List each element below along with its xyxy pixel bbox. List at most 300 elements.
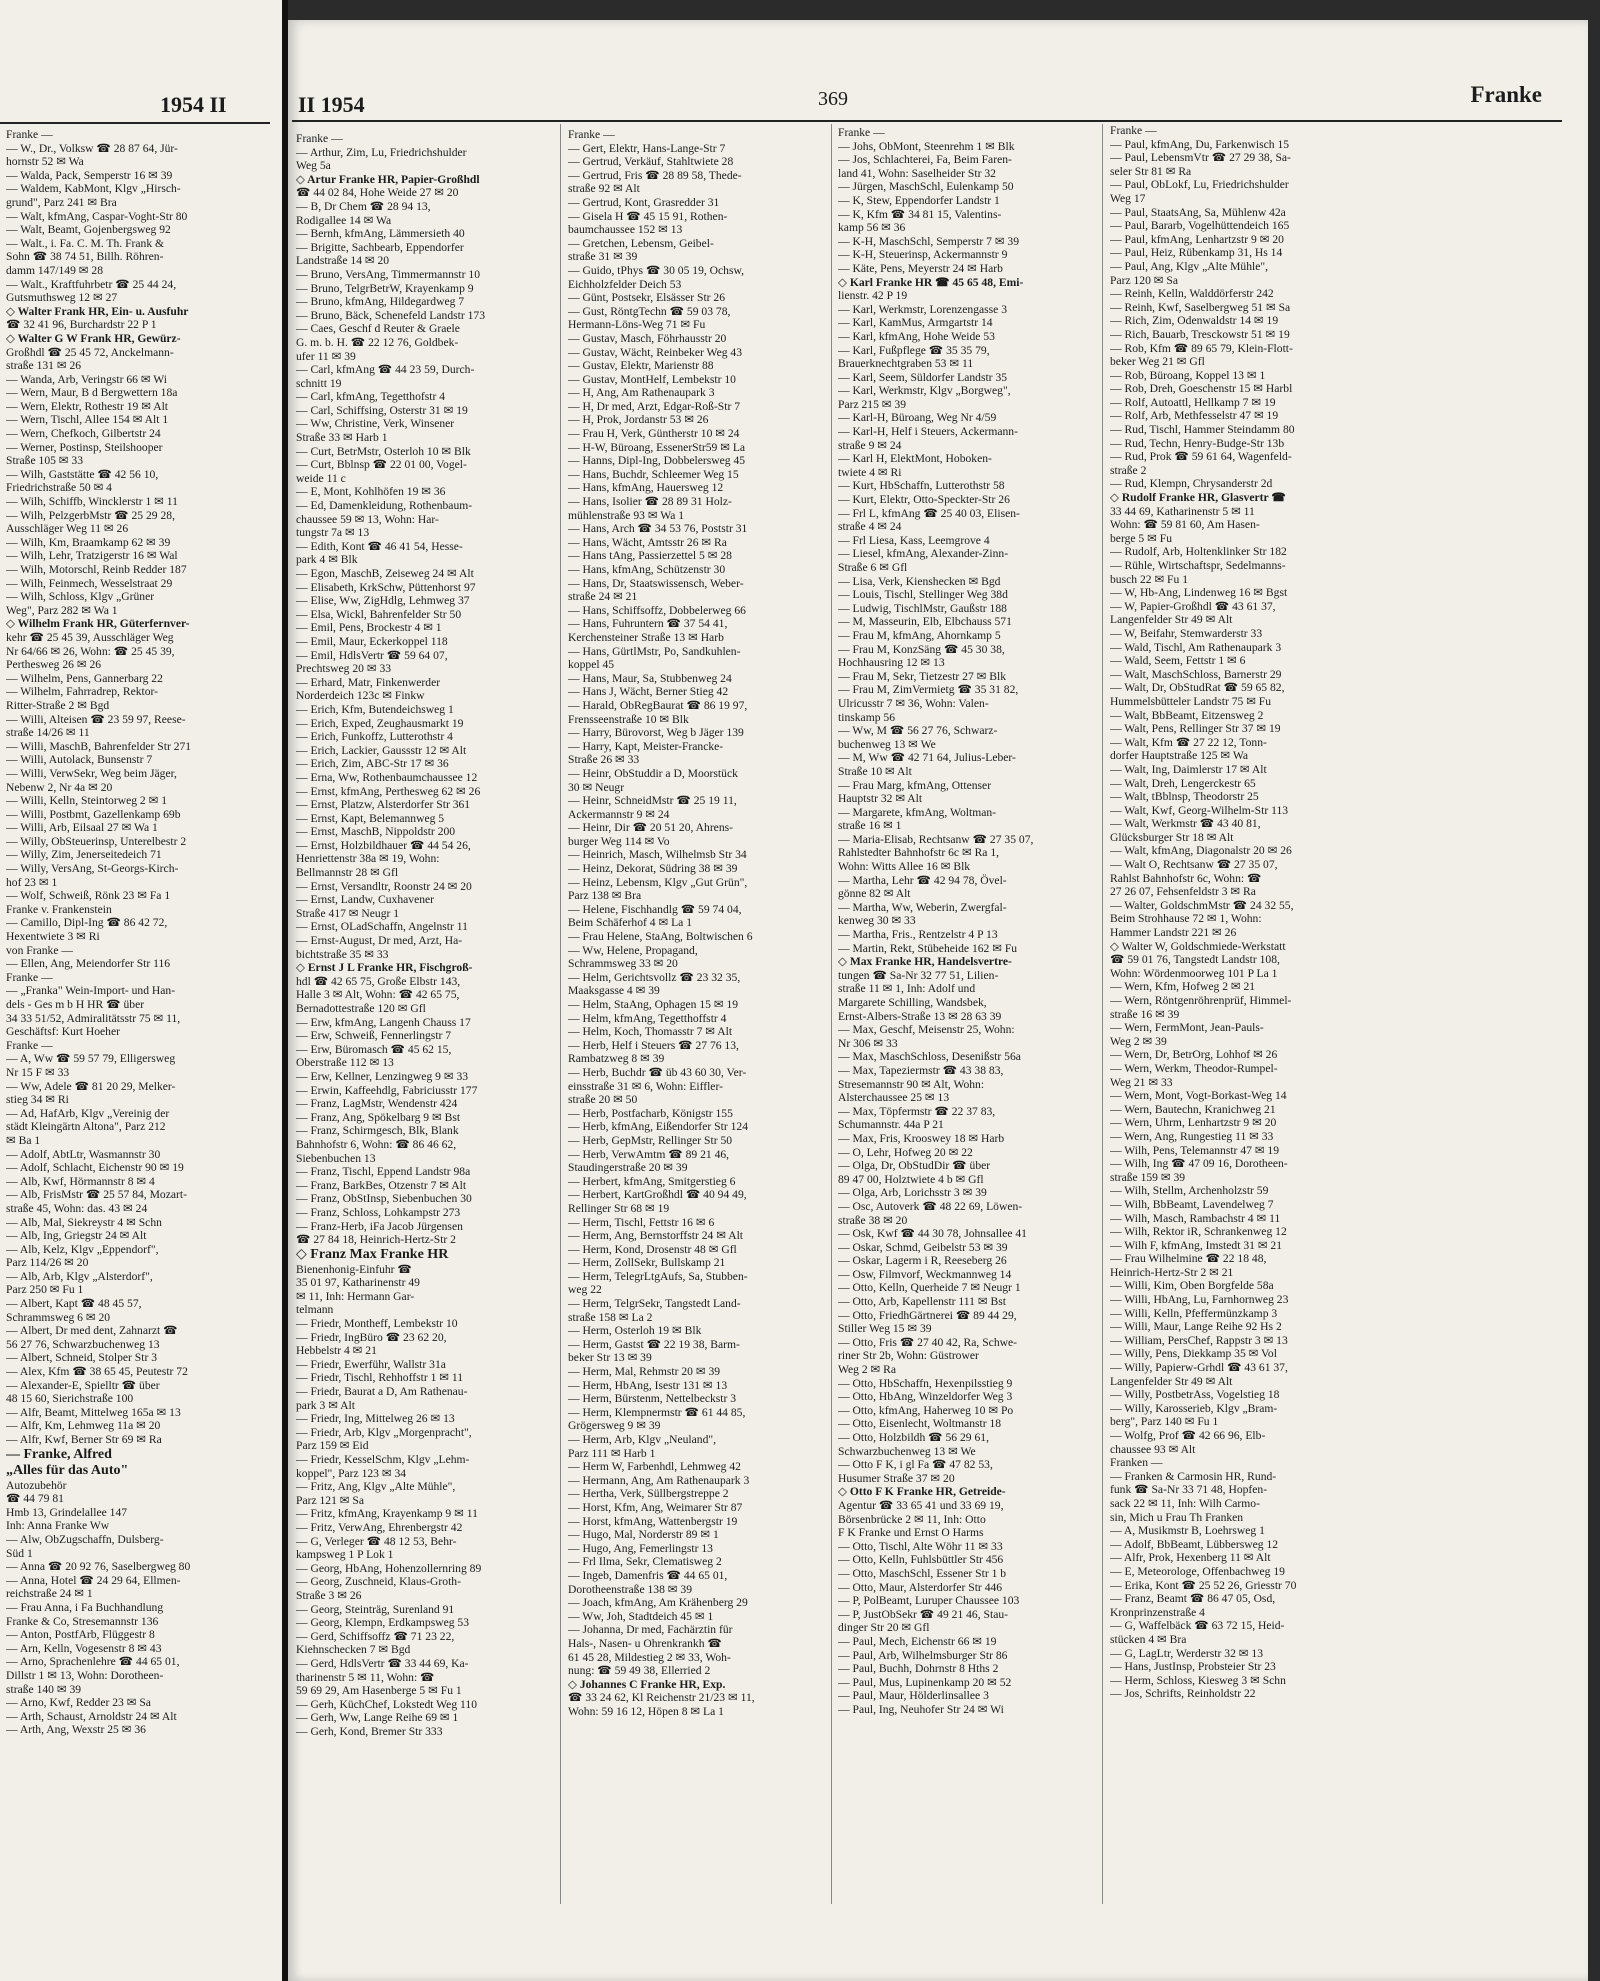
directory-entry-line: — Carl, kfmAng, Tegetthofstr 4 bbox=[296, 390, 446, 404]
directory-entry-line: — Paul, Arb, Wilhelmsburger Str 86 bbox=[838, 1648, 1008, 1662]
directory-entry-line: — Bruno, Bäck, Schenefeld Landstr 173 bbox=[296, 308, 485, 322]
directory-entry-line: Ernst-Albers-Straße 13 ✉ 28 63 39 bbox=[838, 1009, 1002, 1023]
directory-entry-line: ◇ Karl Franke HR ☎ 45 65 48, Emi- bbox=[838, 275, 1024, 289]
directory-entry-line: — Gustav, Wächt, Reinbeker Weg 43 bbox=[568, 345, 743, 359]
directory-entry-line: — Otto, Arb, Kapellenstr 111 ✉ Bst bbox=[838, 1295, 1006, 1309]
directory-entry-line: — Rob, Büroang, Koppel 13 ✉ 1 bbox=[1110, 368, 1266, 382]
directory-entry-line: — Fritz, Ang, Klgv „Alte Mühle", bbox=[296, 1480, 456, 1494]
directory-entry-line: — K, Stew, Eppendorfer Landstr 1 bbox=[838, 193, 1000, 207]
directory-entry-line: — Walt, kfmAng, Caspar-Voght-Str 80 bbox=[6, 209, 188, 223]
directory-entry-line: — Max, Tapeziermstr ☎ 43 38 83, bbox=[838, 1063, 1004, 1077]
directory-entry-line: — Helm, Gerichtsvollz ☎ 23 32 35, bbox=[568, 970, 741, 984]
directory-entry-line: — Erich, Zim, ABC-Str 17 ✉ 36 bbox=[296, 757, 449, 771]
directory-entry-line: — Wilh, Gaststätte ☎ 42 56 10, bbox=[6, 467, 159, 481]
directory-entry-line: — Wilh, Km, Braamkamp 62 ✉ 39 bbox=[6, 535, 171, 549]
directory-entry-line: — Friedr, Baurat a D, Am Rathenau- bbox=[296, 1385, 468, 1399]
directory-entry-line: Weg", Parz 282 ✉ Wa 1 bbox=[6, 603, 118, 617]
directory-entry-line: — G, Verleger ☎ 48 12 53, Behr- bbox=[296, 1534, 457, 1548]
directory-entry-line: Ausschläger Weg 11 ✉ 26 bbox=[6, 522, 129, 536]
directory-entry-line: straße 159 ✉ 39 bbox=[1110, 1170, 1186, 1184]
directory-entry-line: straße 92 ✉ Alt bbox=[568, 182, 640, 196]
directory-entry-line: — W, Hb-Ang, Lindenweg 16 ✉ Bgst bbox=[1110, 586, 1288, 600]
directory-entry-line: buchenweg 13 ✉ We bbox=[838, 737, 936, 751]
directory-entry-line: — Frau Anna, i Fa Buchhandlung bbox=[6, 1600, 164, 1614]
directory-entry-line: — Alexander-E, Spielltr ☎ über bbox=[6, 1378, 160, 1392]
directory-entry-line: Rodigallee 14 ✉ Wa bbox=[296, 213, 392, 227]
directory-entry-line: — Hans, kfmAng, Schützenstr 30 bbox=[568, 563, 726, 576]
directory-entry-line: — Egon, MaschB, Zeiseweg 24 ✉ Alt bbox=[296, 567, 474, 580]
directory-entry-line: hornstr 52 ✉ Wa bbox=[6, 155, 84, 169]
directory-entry-line: — Otto, HbSchaffn, Hexenpilsstieg 9 bbox=[838, 1376, 1013, 1390]
directory-entry-line: — Wern, Elektr, Rothestr 19 ✉ Alt bbox=[6, 399, 169, 413]
directory-entry-line: — Walt, Dreh, Lengerckestr 65 bbox=[1110, 776, 1256, 790]
directory-entry-line: Weg 17 bbox=[1110, 191, 1146, 205]
directory-entry-line: 35 01 97, Katharinenstr 49 bbox=[296, 1276, 420, 1290]
directory-entry-line: Bahnhofstr 6, Wohn: ☎ 86 46 62, bbox=[296, 1137, 457, 1151]
directory-entry-line: — Paul, Heiz, Rübenkamp 31, Hs 14 bbox=[1110, 246, 1283, 260]
directory-entry-line: Wohn: ☎ 59 81 60, Am Hasen- bbox=[1110, 518, 1260, 532]
directory-entry-line: — Hans, Buchdr, Schleemer Weg 15 bbox=[568, 467, 739, 481]
directory-entry-line: — Joach, kfmAng, Am Krähenberg 29 bbox=[568, 1596, 748, 1610]
directory-entry-line: — Gerh, Kond, Bremer Str 333 bbox=[296, 1724, 443, 1738]
directory-entry-line: — Friedr, Tischl, Rehhoffstr 1 ✉ 11 bbox=[296, 1371, 464, 1385]
directory-entry-line: — Wanda, Arb, Veringstr 66 ✉ Wi bbox=[6, 372, 167, 386]
directory-entry-line: busch 22 ✉ Fu 1 bbox=[1110, 572, 1188, 586]
directory-entry-line: — Franz, LagMstr, Wendenstr 424 bbox=[296, 1097, 458, 1111]
directory-entry-line: tinskamp 56 bbox=[838, 710, 896, 724]
page-header-name: Franke bbox=[1470, 82, 1542, 107]
directory-entry-line: — Friedr, Montheff, Lembekstr 10 bbox=[296, 1317, 458, 1331]
directory-entry-line: — Herb, Helf i Steuers ☎ 27 76 13, bbox=[568, 1038, 739, 1052]
directory-entry-line: ☎ 44 79 81 bbox=[6, 1492, 64, 1506]
directory-entry-line: — Willi, Kim, Oben Borgfelde 58a bbox=[1110, 1279, 1274, 1293]
directory-entry-line: Halle 3 ✉ Alt, Wohn: ☎ 42 65 75, bbox=[296, 988, 460, 1002]
directory-entry-line: ◇ Otto F K Franke HR, Getreide- bbox=[838, 1485, 1006, 1499]
directory-entry-line: — Hermann, Ang, Am Rathenaupark 3 bbox=[568, 1473, 750, 1487]
directory-entry-line: beker Weg 21 ✉ Gfl bbox=[1110, 355, 1205, 369]
directory-entry-line: chaussee 59 ✉ 13, Wohn: Har- bbox=[296, 512, 439, 526]
directory-entry-line: straße 140 ✉ 39 bbox=[6, 1682, 82, 1696]
directory-entry-line: — Walt, Beamt, Gojenbergsweg 92 bbox=[6, 223, 171, 237]
directory-entry-line: Franke v. Frankenstein bbox=[6, 902, 112, 916]
directory-entry-line: — Walt, Dr, ObStudRat ☎ 59 65 82, bbox=[1110, 681, 1285, 695]
directory-entry-line: — Alfr, Kwf, Berner Str 69 ✉ Ra bbox=[6, 1433, 162, 1446]
directory-entry-line: — Jürgen, MaschSchl, Eulenkamp 50 bbox=[838, 180, 1014, 194]
directory-entry-line: — Willy, ObSteuerinsp, Unterelbestr 2 bbox=[6, 834, 187, 848]
directory-entry-line: — A, Musikmstr B, Loehrsweg 1 bbox=[1110, 1524, 1265, 1538]
directory-entry-line: Hammer Landstr 221 ✉ 26 bbox=[1110, 926, 1237, 940]
directory-entry-line: — Herm, ZollSekr, Bullskamp 21 bbox=[568, 1256, 726, 1270]
directory-entry-line: Straße 6 ✉ Gfl bbox=[838, 561, 908, 574]
directory-entry-line: — Herm, Bürstenm, Nettelbeckstr 3 bbox=[568, 1392, 737, 1406]
directory-entry-line: — Herbert, KartGroßhdl ☎ 40 94 49, bbox=[568, 1188, 747, 1202]
directory-entry-line: — Willi, VerwSekr, Weg beim Jäger, bbox=[6, 766, 177, 780]
directory-entry-line: — Ww, Joh, Stadtdeich 45 ✉ 1 bbox=[568, 1609, 714, 1623]
directory-entry-line: — Willi, MaschB, Bahrenfelder Str 271 bbox=[6, 739, 192, 753]
directory-entry-line: straße 20 ✉ 50 bbox=[568, 1093, 638, 1107]
directory-entry-line: baumchaussee 152 ✉ 13 bbox=[568, 223, 683, 237]
directory-entry-line: — Herm, TelegrLtgAufs, Sa, Stubben- bbox=[568, 1269, 748, 1283]
directory-entry-line: — Ernst, Landw, Cuxhavener bbox=[296, 893, 435, 907]
directory-entry-line: 33 44 69, Katharinenstr 5 ✉ 11 bbox=[1110, 504, 1255, 518]
directory-entry-line: — Hans, GürtlMstr, Po, Sandkuhlen- bbox=[568, 644, 741, 658]
directory-entry-line: Geschäftsf: Kurt Hoeher bbox=[6, 1025, 120, 1039]
directory-column-4 bbox=[1110, 124, 1364, 1924]
directory-entry-line: — Erich, Lackier, Gaussstr 12 ✉ Alt bbox=[296, 743, 467, 757]
directory-entry-line: burger Weg 114 ✉ Vo bbox=[568, 834, 670, 848]
directory-entry-line: — Ernst, MaschB, Nippoldstr 200 bbox=[296, 825, 456, 839]
directory-entry-line: — Gert, Elektr, Hans-Lange-Str 7 bbox=[568, 141, 726, 155]
directory-entry-line: Kiehnschecken 7 ✉ Bgd bbox=[296, 1643, 411, 1657]
directory-entry-line: — Fritz, kfmAng, Krayenkamp 9 ✉ 11 bbox=[296, 1507, 478, 1521]
directory-entry-line: — Herm, Arb, Klgv „Neuland", bbox=[568, 1433, 717, 1446]
directory-entry-line: — Friedr, Arb, Klgv „Morgenpracht", bbox=[296, 1425, 472, 1439]
directory-entry-line: — Paul, StaatsAng, Sa, Mühlenw 42a bbox=[1110, 205, 1286, 219]
directory-entry-line: ☎ 32 41 96, Burchardstr 22 P 1 bbox=[6, 318, 157, 332]
header-rule bbox=[0, 122, 270, 124]
directory-entry-line: — Georg, Zuschneid, Klaus-Groth- bbox=[296, 1575, 461, 1589]
directory-entry-line: — Herb, kfmAng, Eißendorfer Str 124 bbox=[568, 1120, 748, 1134]
directory-entry-line: — E, Mont, Kohlhöfen 19 ✉ 36 bbox=[296, 485, 446, 499]
directory-entry-line: — Ed, Damenkleidung, Rothenbaum- bbox=[296, 499, 473, 513]
directory-entry-line: berge 5 ✉ Fu bbox=[1110, 531, 1172, 545]
directory-entry-line: — Ernst, Versandltr, Roonstr 24 ✉ 20 bbox=[296, 879, 472, 893]
directory-entry-line: — Erwin, Kaffeehdlg, Fabriciusstr 177 bbox=[296, 1083, 478, 1097]
directory-entry-line: stieg 34 ✉ Ri bbox=[6, 1093, 69, 1107]
directory-entry-line: — Walt, Kwf, Georg-Wilhelm-Str 113 bbox=[1110, 803, 1289, 817]
directory-entry-line: park 4 ✉ Blk bbox=[296, 553, 358, 567]
directory-entry-line: — Edith, Kont ☎ 46 41 54, Hesse- bbox=[296, 539, 463, 553]
directory-column-left-page bbox=[6, 128, 276, 1968]
directory-entry-line: Großhdl ☎ 25 45 72, Anckelmann- bbox=[6, 345, 174, 359]
directory-entry-line: ☎ 44 02 84, Hohe Weide 27 ✉ 20 bbox=[296, 186, 459, 200]
directory-entry-line: — Paul, Mus, Lupinenkamp 20 ✉ 52 bbox=[838, 1675, 1012, 1689]
directory-entry-line: — Arno, Sprachenlehre ☎ 44 65 01, bbox=[6, 1655, 180, 1669]
directory-entry-line: — Max, Geschf, Meisenstr 25, Wohn: bbox=[838, 1023, 1015, 1037]
directory-entry-line: hof 23 ✉ 1 bbox=[6, 875, 58, 889]
directory-entry-line: — Willy, Zim, Jenerseitedeich 71 bbox=[6, 848, 162, 862]
directory-entry-line: ◇ Max Franke HR, Handelsvertre- bbox=[838, 955, 1012, 969]
directory-entry-line: — Frau M, KonzSäng ☎ 45 30 38, bbox=[838, 642, 1005, 656]
directory-entry-line: — Walter, GoldschmMstr ☎ 24 32 55, bbox=[1110, 898, 1294, 912]
directory-entry-line: Agentur ☎ 33 65 41 und 33 69 19, bbox=[838, 1498, 1004, 1512]
directory-entry-line: Hexentwiete 3 ✉ Ri bbox=[6, 930, 100, 944]
directory-entry-line: — Gustav, MontHelf, Lembekstr 10 bbox=[568, 372, 736, 386]
directory-entry-line: — M, Masseurin, Elb, Elbchauss 571 bbox=[838, 615, 1012, 629]
directory-entry-line: — Ernst, Holzbildhauer ☎ 44 54 26, bbox=[296, 838, 471, 852]
right-page bbox=[288, 20, 1588, 1981]
directory-entry-line: — Wern, Röntgenröhrenprüf, Himmel- bbox=[1110, 994, 1292, 1007]
directory-entry-line: — Heinr, Dir ☎ 20 51 20, Ahrens- bbox=[568, 821, 733, 835]
directory-entry-line: Ritter-Straße 2 ✉ Bgd bbox=[6, 698, 110, 712]
directory-entry-line: — Karl, Werkmstr, Klgv „Borgweg", bbox=[838, 384, 1011, 398]
directory-entry-line: — Adolf, AbtLtr, Wasmannstr 30 bbox=[6, 1147, 161, 1161]
directory-entry-line: — Maria-Elisab, Rechtsanw ☎ 27 35 07, bbox=[838, 832, 1034, 846]
directory-entry-line: — William, PersChef, Rappstr 3 ✉ 13 bbox=[1110, 1333, 1288, 1347]
directory-entry-line: Parz 111 ✉ Harb 1 bbox=[568, 1446, 656, 1460]
directory-entry-line: — Herm, Gastst ☎ 22 19 38, Barm- bbox=[568, 1337, 740, 1351]
directory-entry-line: — Jos, Schrifts, Reinholdstr 22 bbox=[1110, 1687, 1256, 1701]
directory-entry-line: — Anna, Hotel ☎ 24 29 64, Ellmen- bbox=[6, 1573, 181, 1587]
directory-entry-line: — Hans, Dr, Staatswissensch, Weber- bbox=[568, 576, 744, 590]
directory-entry-line: — Alb, FrisMstr ☎ 25 57 84, Mozart- bbox=[6, 1188, 187, 1202]
directory-entry-line: — Rolf, Autoattl, Hellkamp 7 ✉ 19 bbox=[1110, 395, 1276, 409]
directory-entry-line: Kronprinzenstraße 4 bbox=[1110, 1605, 1205, 1619]
directory-entry-line: Straße 26 ✉ 33 bbox=[568, 753, 640, 767]
directory-entry-line: — Erika, Kont ☎ 25 52 26, Griesstr 70 bbox=[1110, 1578, 1297, 1592]
directory-entry-line: — Harry, Kapt, Meister-Francke- bbox=[568, 739, 724, 753]
directory-entry-line: — Wilhelm, Pens, Gannerbarg 22 bbox=[6, 671, 163, 685]
directory-entry-line: Henriettenstr 38a ✉ 19, Wohn: bbox=[296, 852, 440, 866]
directory-entry-line: — M, Ww ☎ 42 71 64, Julius-Leber- bbox=[838, 751, 1016, 765]
directory-entry-line: Rellinger Str 68 ✉ 19 bbox=[568, 1201, 670, 1215]
directory-entry-line: — Wilh, Pens, Telemannstr 47 ✉ 19 bbox=[1110, 1143, 1280, 1157]
directory-entry-line: — Olga, Dr, ObStudDir ☎ über bbox=[838, 1159, 991, 1173]
directory-entry-line: — Karl, Werkmstr, Lorenzengasse 3 bbox=[838, 302, 1008, 316]
directory-entry-line: — Erw, Büromasch ☎ 45 62 15, bbox=[296, 1042, 452, 1056]
directory-entry-line: — Liesel, kfmAng, Alexander-Zinn- bbox=[838, 547, 1009, 561]
directory-entry-line: — Horst, kfmAng, Wattenbergstr 19 bbox=[568, 1514, 738, 1528]
directory-entry-line: — Rob, Dreh, Goeschenstr 15 ✉ Harbl bbox=[1110, 382, 1293, 396]
directory-entry-line: — Hans tAng, Passierzettel 5 ✉ 28 bbox=[568, 549, 732, 563]
directory-entry-line: — Walt, Ing, Daimlerstr 17 ✉ Alt bbox=[1110, 762, 1267, 776]
directory-entry-line: damm 147/149 ✉ 28 bbox=[6, 263, 103, 277]
directory-entry-line: — Hans, JustInsp, Probsteier Str 23 bbox=[1110, 1660, 1276, 1674]
directory-entry-line: 59 69 29, Am Hasenberge 5 ✉ Fu 1 bbox=[296, 1684, 462, 1698]
directory-entry-line: — Willi, Autolack, Bunsenstr 7 bbox=[6, 753, 153, 767]
directory-entry-line: Sohn ☎ 38 74 51, Billh. Röhren- bbox=[6, 250, 164, 264]
directory-entry-line: — Erw, Schweiß, Fennerlingstr 7 bbox=[296, 1029, 452, 1043]
directory-entry-line: — Frau Wilhelmine ☎ 22 18 48, bbox=[1110, 1252, 1267, 1266]
directory-entry-line: — Kurt, HbSchaffn, Lutterothstr 58 bbox=[838, 479, 1005, 493]
directory-entry-line: riner Str 2b, Wohn: Güstrower bbox=[838, 1349, 979, 1363]
directory-entry-line: — Martha, Fris., Rentzelstr 4 P 13 bbox=[838, 928, 998, 942]
directory-entry-line: Alsterchaussee 25 ✉ 13 bbox=[838, 1091, 950, 1105]
directory-entry-line: — Paul, kfmAng, Lenhartzstr 9 ✉ 20 bbox=[1110, 232, 1284, 246]
directory-entry-line: seler Str 81 ✉ Ra bbox=[1110, 164, 1192, 178]
directory-entry-line: „Alles für das Auto" bbox=[6, 1462, 129, 1478]
directory-entry-line: — Wern, Chefkoch, Gilbertstr 24 bbox=[6, 427, 161, 441]
directory-entry-line: — Arn, Kelln, Vogesenstr 8 ✉ 43 bbox=[6, 1641, 162, 1655]
directory-entry-line: — Herbert, kfmAng, Smitgerstieg 6 bbox=[568, 1174, 736, 1188]
directory-entry-line: 61 45 28, Mildestieg 2 ✉ 33, Woh- bbox=[568, 1650, 731, 1664]
directory-entry-line: Frensseenstraße 10 ✉ Blk bbox=[568, 712, 689, 726]
directory-entry-line: Schrammsweg 6 ✉ 20 bbox=[6, 1310, 111, 1324]
directory-entry-line: Franke — bbox=[6, 1038, 53, 1052]
directory-entry-line: straße 2 bbox=[1110, 463, 1147, 477]
directory-entry-line: straße 31 ✉ 39 bbox=[568, 250, 638, 264]
directory-entry-line: — Herm W, Farbenhdl, Lehmweg 42 bbox=[568, 1460, 741, 1474]
directory-entry-line: — Karl, KamMus, Armgartstr 14 bbox=[838, 316, 993, 330]
directory-entry-line: — Franz, ObStInsp, Siebenbuchen 30 bbox=[296, 1192, 472, 1206]
directory-entry-line: — Friedr, IngBüro ☎ 23 62 20, bbox=[296, 1330, 447, 1344]
directory-entry-line: — Karl H, ElektMont, Hoboken- bbox=[838, 452, 992, 466]
directory-entry-line: Parz 114/26 ✉ 20 bbox=[6, 1256, 89, 1270]
directory-entry-line: Grögersweg 9 ✉ 39 bbox=[568, 1419, 661, 1433]
directory-entry-line: — Elise, Ww, ZigHdlg, Lehmweg 37 bbox=[296, 594, 470, 608]
directory-entry-line: — Oskar, Schmd, Geibelstr 53 ✉ 39 bbox=[838, 1240, 1008, 1254]
directory-entry-line: — Willi, Alteisen ☎ 23 59 97, Reese- bbox=[6, 712, 186, 726]
directory-entry-line: — Paul, Ang, Klgv „Alte Mühle", bbox=[1110, 259, 1269, 273]
directory-entry-line: — Gust, RöntgTechn ☎ 59 03 78, bbox=[568, 304, 731, 318]
directory-entry-line: — Otto, kfmAng, Haherweg 10 ✉ Po bbox=[838, 1403, 1014, 1417]
directory-entry-line: ☎ 59 01 76, Tangstedt Landstr 108, bbox=[1110, 953, 1280, 967]
directory-column-2 bbox=[568, 128, 822, 1928]
directory-entry-line: — K-H, Steuerinsp, Ackermannstr 9 bbox=[838, 248, 1008, 262]
directory-entry-line: — Arno, Kwf, Redder 23 ✉ Sa bbox=[6, 1696, 151, 1710]
directory-entry-line: — Albert, Kapt ☎ 48 45 57, bbox=[6, 1297, 142, 1311]
directory-entry-line: — Walt, Werkmstr ☎ 43 40 81, bbox=[1110, 817, 1261, 831]
directory-entry-line: — Wern, Maur, B d Bergwettern 18a bbox=[6, 386, 178, 400]
directory-entry-line: berg", Parz 140 ✉ Fu 1 bbox=[1110, 1415, 1219, 1429]
directory-entry-line: — Gustav, Masch, Föhrhausstr 20 bbox=[568, 331, 727, 345]
directory-entry-line: — H, Ang, Am Rathenaupark 3 bbox=[568, 386, 715, 400]
directory-entry-line: funk ☎ Sa-Nr 33 71 48, Hopfen- bbox=[1110, 1483, 1268, 1497]
directory-entry-line: von Franke — bbox=[6, 943, 73, 957]
directory-entry-line: — Ww, Adele ☎ 81 20 29, Melker- bbox=[6, 1079, 176, 1093]
directory-entry-line: — Wilh, Ing ☎ 47 09 16, Dorotheen- bbox=[1110, 1157, 1288, 1171]
directory-entry-line: Gutsmuthsweg 12 ✉ 27 bbox=[6, 291, 118, 305]
directory-entry-line: — Alfr, Beamt, Mittelweg 165a ✉ 13 bbox=[6, 1405, 181, 1419]
directory-entry-line: ◇ Rudolf Franke HR, Glasvertr ☎ bbox=[1110, 491, 1286, 505]
directory-entry-line: Langenfelder Str 49 ✉ Alt bbox=[1110, 1374, 1233, 1388]
directory-entry-line: bichtstraße 35 ✉ 33 bbox=[296, 947, 389, 961]
directory-entry-line: Dillstr 1 ✉ 13, Wohn: Dorotheen- bbox=[6, 1668, 164, 1682]
directory-entry-line: — Wern, Werkm, Theodor-Rumpel- bbox=[1110, 1061, 1278, 1075]
directory-entry-line: Prechtsweg 20 ✉ 33 bbox=[296, 662, 392, 676]
directory-entry-line: — Heinr, SchneidMstr ☎ 25 19 11, bbox=[568, 794, 737, 808]
directory-entry-line: — Wilh, Motorschl, Reinb Redder 187 bbox=[6, 563, 187, 576]
directory-entry-line: Parz 120 ✉ Sa bbox=[1110, 273, 1178, 287]
directory-entry-line: Stresemannstr 90 ✉ Alt, Wohn: bbox=[838, 1077, 985, 1091]
directory-entry-line: — Hugo, Ang, Femerlingstr 13 bbox=[568, 1541, 713, 1555]
directory-entry-line: Oberstraße 112 ✉ 13 bbox=[296, 1056, 394, 1070]
directory-entry-line: — Paul, kfmAng, Du, Farkenwisch 15 bbox=[1110, 137, 1290, 151]
directory-entry-line: städt Kleingärtn Altona", Parz 212 bbox=[6, 1120, 166, 1134]
directory-entry-line: — Arth, Schaust, Arnoldstr 24 ✉ Alt bbox=[6, 1709, 177, 1723]
directory-entry-line: ◇ Franz Max Franke HR bbox=[296, 1246, 449, 1262]
directory-entry-line: — Gretchen, Lebensm, Geibel- bbox=[568, 236, 714, 250]
directory-entry-line: — Waldem, KabMont, Klgv „Hirsch- bbox=[6, 182, 181, 196]
directory-entry-line: Rambatzweg 8 ✉ 39 bbox=[568, 1052, 665, 1066]
directory-entry-line: — Otto, Maur, Alsterdorfer Str 446 bbox=[838, 1580, 1003, 1594]
directory-entry-line: — Alb, Mal, Siekreystr 4 ✉ Schn bbox=[6, 1215, 162, 1229]
directory-entry-line: straße 16 ✉ 39 bbox=[1110, 1007, 1180, 1021]
directory-entry-line: — Friedr, Ewerführ, Wallstr 31a bbox=[296, 1357, 446, 1371]
directory-entry-line: Siebenbuchen 13 bbox=[296, 1151, 376, 1165]
directory-entry-line: — Herm, Schloss, Kiesweg 3 ✉ Schn bbox=[1110, 1673, 1286, 1687]
directory-entry-line: — Gerd, Schiffsoffz ☎ 71 23 22, bbox=[296, 1629, 455, 1643]
directory-entry-line: tungstr 7a ✉ 13 bbox=[296, 526, 370, 540]
directory-entry-line: 30 ✉ Neugr bbox=[568, 780, 625, 794]
directory-entry-line: Franke — bbox=[568, 128, 615, 141]
directory-entry-line: — Otto, Fris ☎ 27 40 42, Ra, Schwe- bbox=[838, 1335, 1018, 1349]
directory-entry-line: Weg 2 ✉ 39 bbox=[1110, 1034, 1167, 1048]
directory-entry-line: Hermann-Löns-Weg 71 ✉ Fu bbox=[568, 318, 706, 332]
directory-entry-line: Hummelsbütteler Landstr 75 ✉ Fu bbox=[1110, 694, 1272, 708]
directory-entry-line: beker Str 13 ✉ 39 bbox=[568, 1351, 652, 1365]
directory-entry-line: dorfer Hauptstraße 125 ✉ Wa bbox=[1110, 749, 1248, 763]
directory-entry-line: — Franz-Herb, iFa Jacob Jürgensen bbox=[296, 1219, 463, 1233]
directory-entry-line: — Johanna, Dr med, Fachärztin für bbox=[568, 1623, 733, 1637]
directory-entry-line: — Karl-H, Büroang, Weg Nr 4/59 bbox=[838, 411, 997, 425]
directory-entry-line: — Reinh, Kelln, Walddörferstr 242 bbox=[1110, 287, 1274, 301]
directory-entry-line: Franke — bbox=[1110, 124, 1157, 137]
directory-entry-line: twiete 4 ✉ Ri bbox=[838, 465, 902, 479]
directory-entry-line: — Georg, Klempn, Erdkampsweg 53 bbox=[296, 1616, 470, 1630]
directory-entry-line: — Martha, Ww, Weberin, Zwergfal- bbox=[838, 900, 1007, 914]
directory-entry-line: grund", Parz 241 ✉ Bra bbox=[6, 195, 117, 209]
directory-entry-line: — Willi, Postbmt, Gazellenkamp 69b bbox=[6, 807, 181, 821]
directory-entry-line: Bernadottestraße 120 ✉ Gfl bbox=[296, 1002, 426, 1015]
directory-entry-line: straße 16 ✉ 1 bbox=[838, 819, 902, 833]
directory-entry-line: Staudingerstraße 20 ✉ 39 bbox=[568, 1161, 688, 1175]
directory-entry-line: — K-H, MaschSchl, Semperstr 7 ✉ 39 bbox=[838, 234, 1020, 248]
directory-entry-line: — Franz, BarkBes, Otzenstr 7 ✉ Alt bbox=[296, 1178, 467, 1192]
directory-entry-line: — Erw, Kellner, Lenzingweg 9 ✉ 33 bbox=[296, 1069, 469, 1083]
directory-entry-line: — Hugo, Mal, Norderstr 89 ✉ 1 bbox=[568, 1528, 719, 1542]
directory-entry-line: — Gerh, Ww, Lange Reihe 69 ✉ 1 bbox=[296, 1711, 459, 1725]
directory-entry-line: — Adolf, Schlacht, Eichenstr 90 ✉ 19 bbox=[6, 1161, 184, 1175]
directory-entry-line: — Carl, Schiffsing, Osterstr 31 ✉ 19 bbox=[296, 403, 468, 417]
directory-entry-line: — Brigitte, Sachbearb, Eppendorfer bbox=[296, 240, 464, 254]
directory-entry-line: Bellmannstr 28 ✉ Gfl bbox=[296, 866, 399, 880]
directory-entry-line: 48 15 60, Sierichstraße 100 bbox=[6, 1392, 134, 1406]
directory-entry-line: straße 24 ✉ 21 bbox=[568, 590, 638, 604]
directory-entry-line: — Anton, PostfArb, Flüggestr 8 bbox=[6, 1628, 155, 1642]
directory-entry-line: Glücksburger Str 18 ✉ Alt bbox=[1110, 830, 1234, 844]
directory-entry-line: — Walt, BbBeamt, Eitzensweg 2 bbox=[1110, 708, 1264, 722]
directory-entry-line: — Alb, Kelz, Klgv „Eppendorf", bbox=[6, 1242, 159, 1256]
directory-entry-line: — Walt, Pens, Rellinger Str 37 ✉ 19 bbox=[1110, 722, 1281, 736]
directory-entry-line: — Hans, Schiffsoffz, Dobbelerweg 66 bbox=[568, 603, 746, 617]
directory-entry-line: Nr 15 F ✉ 33 bbox=[6, 1065, 70, 1079]
directory-entry-line: — Käte, Pens, Meyerstr 24 ✉ Harb bbox=[838, 261, 1003, 275]
directory-entry-line: — Emil, Pens, Brockestr 4 ✉ 1 bbox=[296, 621, 442, 635]
directory-entry-line: — Franz, Tischl, Eppend Landstr 98a bbox=[296, 1165, 471, 1179]
directory-entry-line: — Guido, tPhys ☎ 30 05 19, Ochsw, bbox=[568, 263, 745, 277]
directory-entry-line: Husumer Straße 37 ✉ 20 bbox=[838, 1471, 955, 1485]
directory-entry-line: — Frau M, ZimVermietg ☎ 35 31 82, bbox=[838, 683, 1019, 697]
directory-entry-line: park 3 ✉ Alt bbox=[296, 1398, 355, 1412]
directory-entry-line: — Curt, BetrMstr, Osterloh 10 ✉ Blk bbox=[296, 444, 471, 458]
directory-entry-line: Kerchensteiner Straße 13 ✉ Harb bbox=[568, 630, 724, 644]
directory-entry-line: Maaksgasse 4 ✉ 39 bbox=[568, 984, 660, 998]
directory-entry-line: — Camillo, Dipl-Ing ☎ 86 42 72, bbox=[6, 916, 168, 930]
directory-entry-line: — Hans, Wächt, Amtsstr 26 ✉ Ra bbox=[568, 535, 727, 549]
directory-entry-line: einsstraße 31 ✉ 6, Wohn: Eiffler- bbox=[568, 1079, 723, 1093]
directory-entry-line: land 41, Wohn: Saselheider Str 32 bbox=[838, 166, 996, 180]
directory-entry-line: reichstraße 24 ✉ 1 bbox=[6, 1587, 93, 1601]
directory-entry-line: — W, Beifahr, Stemwarderstr 33 bbox=[1110, 626, 1263, 640]
directory-entry-line: — Günt, Postsekr, Elsässer Str 26 bbox=[568, 291, 726, 305]
directory-entry-line: — Wilh, Masch, Rambachstr 4 ✉ 11 bbox=[1110, 1211, 1281, 1225]
directory-entry-line: — Gustav, Elektr, Marienstr 88 bbox=[568, 359, 714, 373]
directory-entry-line: ✉ Ba 1 bbox=[6, 1133, 41, 1147]
directory-entry-line: Dorotheenstraße 138 ✉ 39 bbox=[568, 1582, 693, 1596]
directory-entry-line: straße 45, Wohn: das. 43 ✉ 24 bbox=[6, 1201, 148, 1215]
directory-entry-line: — Elisabeth, KrkSchw, Püttenhorst 97 bbox=[296, 580, 476, 594]
directory-entry-line: — Willy, VersAng, St-Georgs-Kirch- bbox=[6, 862, 179, 876]
directory-entry-line: — Curt, Bblnsp ☎ 22 01 00, Vogel- bbox=[296, 458, 467, 472]
directory-entry-line: — Johs, ObMont, Steenrehm 1 ✉ Blk bbox=[838, 139, 1015, 153]
directory-entry-line: — Friedr, KesselSchm, Klgv „Lehm- bbox=[296, 1453, 470, 1466]
directory-entry-line: straße 9 ✉ 24 bbox=[838, 438, 902, 452]
directory-entry-line: — Arthur, Zim, Lu, Friedrichshulder bbox=[296, 145, 467, 159]
directory-entry-line: — Karl-H, Helf i Steuers, Ackermann- bbox=[838, 425, 1018, 439]
directory-entry-line: — Rud, Tischl, Hammer Steindamm 80 bbox=[1110, 423, 1295, 437]
directory-entry-line: — Herb, GepMstr, Rellinger Str 50 bbox=[568, 1133, 733, 1147]
